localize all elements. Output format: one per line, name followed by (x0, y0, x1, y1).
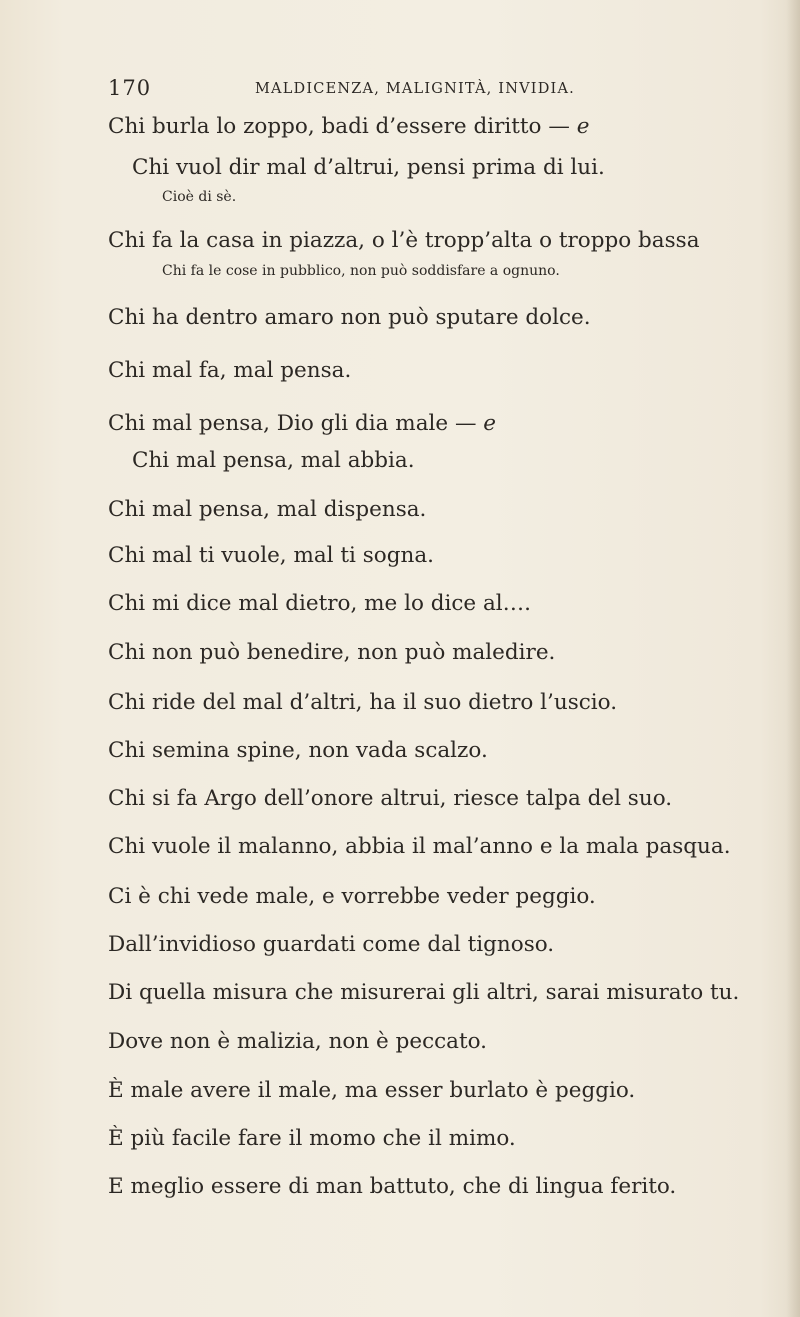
proverb-line: Chi vuole il malanno, abbia il mal’anno e la mala pasqua. (108, 834, 731, 859)
proverb-line: Chi si fa Argo dell’onore altrui, riesce talpa del suo. (108, 786, 673, 811)
page-edge-shadow (786, 0, 800, 1317)
proverb-line: È male avere il male, ma esser burlato è peggio. (108, 1078, 636, 1103)
page-number: 170 (108, 76, 152, 100)
proverb-line: Dall’invidioso guardati come dal tignoso. (108, 932, 555, 957)
proverb-line: È più facile fare il momo che il mimo. (108, 1126, 516, 1151)
proverb-line: Chi semina spine, non vada scalzo. (108, 738, 488, 763)
running-title: MALDICENZA, MALIGNITÀ, INVIDIA. (255, 81, 575, 97)
proverb-line: Chi mal fa, mal pensa. (108, 358, 352, 383)
proverb-note: Chi fa le cose in pubblico, non può soddisfare a ognuno. (162, 263, 560, 279)
proverb-line: Chi mal pensa, Dio gli dia male — e (108, 411, 497, 436)
proverb-line: E meglio essere di man battuto, che di lingua ferito. (108, 1174, 677, 1199)
proverb-note: Cioè di sè. (162, 189, 237, 205)
proverb-line: Chi ha dentro amaro non può sputare dolce. (108, 305, 591, 330)
proverb-line: Chi vuol dir mal d’altrui, pensi prima di lui. (132, 155, 605, 180)
page-header (108, 76, 728, 102)
proverb-line: Ci è chi vede male, e vorrebbe veder peggio. (108, 884, 596, 909)
proverb-line: Chi mi dice mal dietro, me lo dice al…. (108, 591, 532, 616)
proverb-line: Chi mal ti vuole, mal ti sogna. (108, 543, 434, 568)
proverb-line: Chi non può benedire, non può maledire. (108, 640, 556, 665)
proverb-line: Di quella misura che misurerai gli altri, sarai misurato tu. (108, 980, 740, 1005)
proverb-line: Dove non è malizia, non è peccato. (108, 1029, 488, 1054)
proverb-line: Chi burla lo zoppo, badi d’essere diritto — e (108, 114, 590, 139)
proverb-line: Chi ride del mal d’altri, ha il suo dietro l’uscio. (108, 690, 618, 715)
proverb-line: Chi mal pensa, mal dispensa. (108, 497, 427, 522)
proverb-line: Chi mal pensa, mal abbia. (132, 448, 415, 473)
proverb-line: Chi fa la casa in piazza, o l’è tropp’alta o troppo bassa (108, 228, 700, 253)
